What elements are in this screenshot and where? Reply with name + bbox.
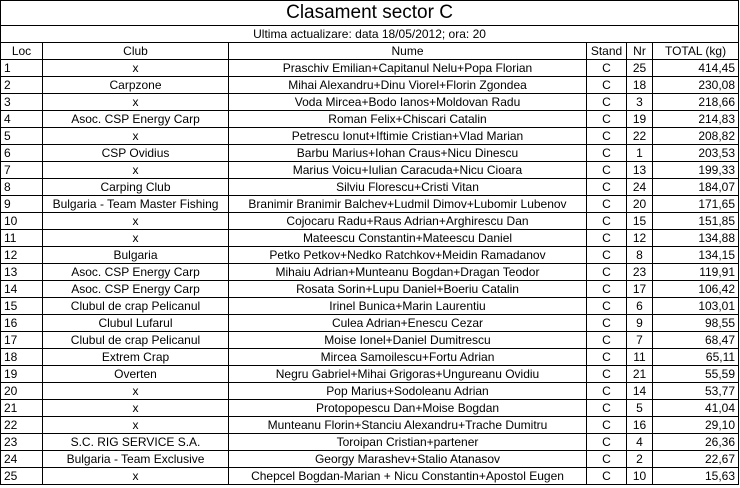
cell-nume: Pop Marius+Sodoleanu Adrian (229, 383, 587, 400)
cell-nume: Culea Adrian+Enescu Cezar (229, 315, 587, 332)
cell-stand: C (587, 77, 627, 94)
cell-nr: 7 (627, 332, 653, 349)
cell-stand: C (587, 281, 627, 298)
cell-loc: 22 (1, 417, 43, 434)
column-header-total: TOTAL (kg) (653, 43, 739, 60)
cell-stand: C (587, 128, 627, 145)
cell-loc: 1 (1, 60, 43, 77)
cell-loc: 7 (1, 162, 43, 179)
cell-loc: 3 (1, 94, 43, 111)
cell-stand: C (587, 179, 627, 196)
cell-loc: 9 (1, 196, 43, 213)
cell-total: 55,59 (653, 366, 739, 383)
cell-total: 41,04 (653, 400, 739, 417)
cell-stand: C (587, 417, 627, 434)
cell-nr: 2 (627, 451, 653, 468)
cell-loc: 23 (1, 434, 43, 451)
cell-nr: 24 (627, 179, 653, 196)
cell-nume: Negru Gabriel+Mihai Grigoras+Ungureanu Ovidiu (229, 366, 587, 383)
cell-stand: C (587, 247, 627, 264)
cell-club: Clubul de crap Pelicanul (43, 332, 229, 349)
cell-nume: Petko Petkov+Nedko Ratchkov+Meidin Ramadanov (229, 247, 587, 264)
cell-club: Clubul Lufarul (43, 315, 229, 332)
table-row (1, 111, 739, 128)
cell-nr: 15 (627, 213, 653, 230)
table-row (1, 94, 739, 111)
table-row (1, 213, 739, 230)
cell-stand: C (587, 366, 627, 383)
cell-nr: 6 (627, 298, 653, 315)
cell-club: Bulgaria - Team Exclusive (43, 451, 229, 468)
cell-nume: Marius Voicu+Iulian Caracuda+Nicu Cioara (229, 162, 587, 179)
cell-nr: 10 (627, 468, 653, 485)
cell-nr: 25 (627, 60, 653, 77)
cell-nume: Mihai Alexandru+Dinu Viorel+Florin Zgondea (229, 77, 587, 94)
cell-club: Carpzone (43, 77, 229, 94)
cell-total: 29,10 (653, 417, 739, 434)
cell-total: 65,11 (653, 349, 739, 366)
title-row (1, 1, 739, 26)
cell-stand: C (587, 434, 627, 451)
cell-nume: Petrescu Ionut+Iftimie Cristian+Vlad Marian (229, 128, 587, 145)
cell-total: 134,88 (653, 230, 739, 247)
column-header-loc: Loc (1, 43, 43, 60)
table-row (1, 383, 739, 400)
cell-stand: C (587, 111, 627, 128)
cell-total: 26,36 (653, 434, 739, 451)
cell-nr: 16 (627, 417, 653, 434)
cell-loc: 16 (1, 315, 43, 332)
table-row (1, 264, 739, 281)
table-body (1, 60, 739, 485)
cell-nr: 22 (627, 128, 653, 145)
table-row (1, 332, 739, 349)
cell-loc: 15 (1, 298, 43, 315)
cell-club: x (43, 383, 229, 400)
cell-nume: Toroipan Cristian+partener (229, 434, 587, 451)
table-row (1, 281, 739, 298)
table-row (1, 230, 739, 247)
cell-stand: C (587, 315, 627, 332)
cell-club: x (43, 213, 229, 230)
cell-nume: Rosata Sorin+Lupu Daniel+Boeriu Catalin (229, 281, 587, 298)
cell-nume: Irinel Bunica+Marin Laurentiu (229, 298, 587, 315)
cell-total: 151,85 (653, 213, 739, 230)
cell-club: Bulgaria - Team Master Fishing (43, 196, 229, 213)
column-header-club: Club (43, 43, 229, 60)
cell-stand: C (587, 264, 627, 281)
table-row (1, 417, 739, 434)
cell-nr: 18 (627, 77, 653, 94)
table-row (1, 162, 739, 179)
cell-stand: C (587, 213, 627, 230)
subtitle-row (1, 26, 739, 43)
cell-club: Clubul de crap Pelicanul (43, 298, 229, 315)
cell-club: x (43, 128, 229, 145)
cell-loc: 5 (1, 128, 43, 145)
table-row (1, 315, 739, 332)
header-row (1, 43, 739, 60)
cell-nr: 5 (627, 400, 653, 417)
table-row (1, 145, 739, 162)
table-row (1, 128, 739, 145)
cell-loc: 21 (1, 400, 43, 417)
cell-stand: C (587, 468, 627, 485)
cell-nr: 8 (627, 247, 653, 264)
last-update-text: Ultima actualizare: data 18/05/2012; ora: 20 (1, 26, 739, 43)
cell-nume: Mihaiu Adrian+Munteanu Bogdan+Dragan Teodor (229, 264, 587, 281)
table-row (1, 451, 739, 468)
cell-total: 218,66 (653, 94, 739, 111)
cell-stand: C (587, 451, 627, 468)
cell-total: 230,08 (653, 77, 739, 94)
cell-nume: Barbu Marius+Iohan Craus+Nicu Dinescu (229, 145, 587, 162)
cell-club: x (43, 60, 229, 77)
cell-nr: 11 (627, 349, 653, 366)
cell-nume: Moise Ionel+Daniel Dumitrescu (229, 332, 587, 349)
table-row (1, 179, 739, 196)
cell-loc: 10 (1, 213, 43, 230)
cell-club: x (43, 400, 229, 417)
cell-loc: 25 (1, 468, 43, 485)
cell-total: 214,83 (653, 111, 739, 128)
cell-total: 98,55 (653, 315, 739, 332)
cell-club: x (43, 162, 229, 179)
cell-nr: 3 (627, 94, 653, 111)
cell-stand: C (587, 298, 627, 315)
cell-club: Asoc. CSP Energy Carp (43, 111, 229, 128)
cell-nume: Georgy Marashev+Stalio Atanasov (229, 451, 587, 468)
cell-stand: C (587, 332, 627, 349)
cell-total: 53,77 (653, 383, 739, 400)
table-row (1, 434, 739, 451)
cell-stand: C (587, 196, 627, 213)
cell-total: 414,45 (653, 60, 739, 77)
cell-nume: Voda Mircea+Bodo Ianos+Moldovan Radu (229, 94, 587, 111)
cell-stand: C (587, 162, 627, 179)
cell-nr: 4 (627, 434, 653, 451)
cell-loc: 2 (1, 77, 43, 94)
cell-nume: Mircea Samoilescu+Fortu Adrian (229, 349, 587, 366)
cell-stand: C (587, 145, 627, 162)
cell-nr: 13 (627, 162, 653, 179)
cell-nr: 23 (627, 264, 653, 281)
cell-club: x (43, 230, 229, 247)
cell-club: Extrem Crap (43, 349, 229, 366)
cell-club: Carping Club (43, 179, 229, 196)
cell-total: 119,91 (653, 264, 739, 281)
table-row (1, 400, 739, 417)
cell-stand: C (587, 349, 627, 366)
cell-nume: Munteanu Florin+Stanciu Alexandru+Trache Dumitru (229, 417, 587, 434)
cell-nume: Mateescu Constantin+Mateescu Daniel (229, 230, 587, 247)
cell-nr: 9 (627, 315, 653, 332)
cell-total: 68,47 (653, 332, 739, 349)
cell-loc: 12 (1, 247, 43, 264)
cell-nume: Branimir Branimir Balchev+Ludmil Dimov+Lubomir Lubenov (229, 196, 587, 213)
cell-nume: Roman Felix+Chiscari Catalin (229, 111, 587, 128)
column-header-nr: Nr (627, 43, 653, 60)
cell-total: 134,15 (653, 247, 739, 264)
cell-nume: Silviu Florescu+Cristi Vitan (229, 179, 587, 196)
cell-loc: 11 (1, 230, 43, 247)
table-row (1, 247, 739, 264)
cell-nume: Cojocaru Radu+Raus Adrian+Arghirescu Dan (229, 213, 587, 230)
cell-nr: 12 (627, 230, 653, 247)
cell-loc: 14 (1, 281, 43, 298)
cell-loc: 6 (1, 145, 43, 162)
cell-loc: 4 (1, 111, 43, 128)
cell-total: 171,65 (653, 196, 739, 213)
cell-nr: 17 (627, 281, 653, 298)
cell-stand: C (587, 94, 627, 111)
cell-stand: C (587, 383, 627, 400)
table-row (1, 468, 739, 485)
table-row (1, 77, 739, 94)
cell-total: 208,82 (653, 128, 739, 145)
table-row (1, 60, 739, 77)
cell-stand: C (587, 60, 627, 77)
cell-stand: C (587, 230, 627, 247)
cell-club: CSP Ovidius (43, 145, 229, 162)
cell-total: 199,33 (653, 162, 739, 179)
cell-club: x (43, 94, 229, 111)
page-title: Clasament sector C (1, 1, 739, 26)
cell-total: 15,63 (653, 468, 739, 485)
cell-nume: Protopopescu Dan+Moise Bogdan (229, 400, 587, 417)
cell-stand: C (587, 400, 627, 417)
cell-loc: 20 (1, 383, 43, 400)
cell-club: S.C. RIG SERVICE S.A. (43, 434, 229, 451)
table-row (1, 366, 739, 383)
cell-nr: 21 (627, 366, 653, 383)
cell-nr: 19 (627, 111, 653, 128)
cell-club: Bulgaria (43, 247, 229, 264)
column-header-nume: Nume (229, 43, 587, 60)
cell-total: 103,01 (653, 298, 739, 315)
table-row (1, 298, 739, 315)
cell-loc: 13 (1, 264, 43, 281)
cell-total: 184,07 (653, 179, 739, 196)
cell-loc: 24 (1, 451, 43, 468)
cell-total: 106,42 (653, 281, 739, 298)
cell-loc: 8 (1, 179, 43, 196)
cell-club: x (43, 468, 229, 485)
cell-nr: 14 (627, 383, 653, 400)
cell-loc: 19 (1, 366, 43, 383)
cell-club: Asoc. CSP Energy Carp (43, 264, 229, 281)
cell-loc: 18 (1, 349, 43, 366)
column-header-stand: Stand (587, 43, 627, 60)
table-row (1, 196, 739, 213)
cell-total: 22,67 (653, 451, 739, 468)
cell-nume: Chepcel Bogdan-Marian + Nicu Constantin+Apostol Eugen (229, 468, 587, 485)
cell-club: Overten (43, 366, 229, 383)
cell-nr: 20 (627, 196, 653, 213)
cell-club: Asoc. CSP Energy Carp (43, 281, 229, 298)
cell-nr: 1 (627, 145, 653, 162)
cell-total: 203,53 (653, 145, 739, 162)
cell-loc: 17 (1, 332, 43, 349)
table-row (1, 349, 739, 366)
cell-nume: Praschiv Emilian+Capitanul Nelu+Popa Florian (229, 60, 587, 77)
cell-club: x (43, 417, 229, 434)
